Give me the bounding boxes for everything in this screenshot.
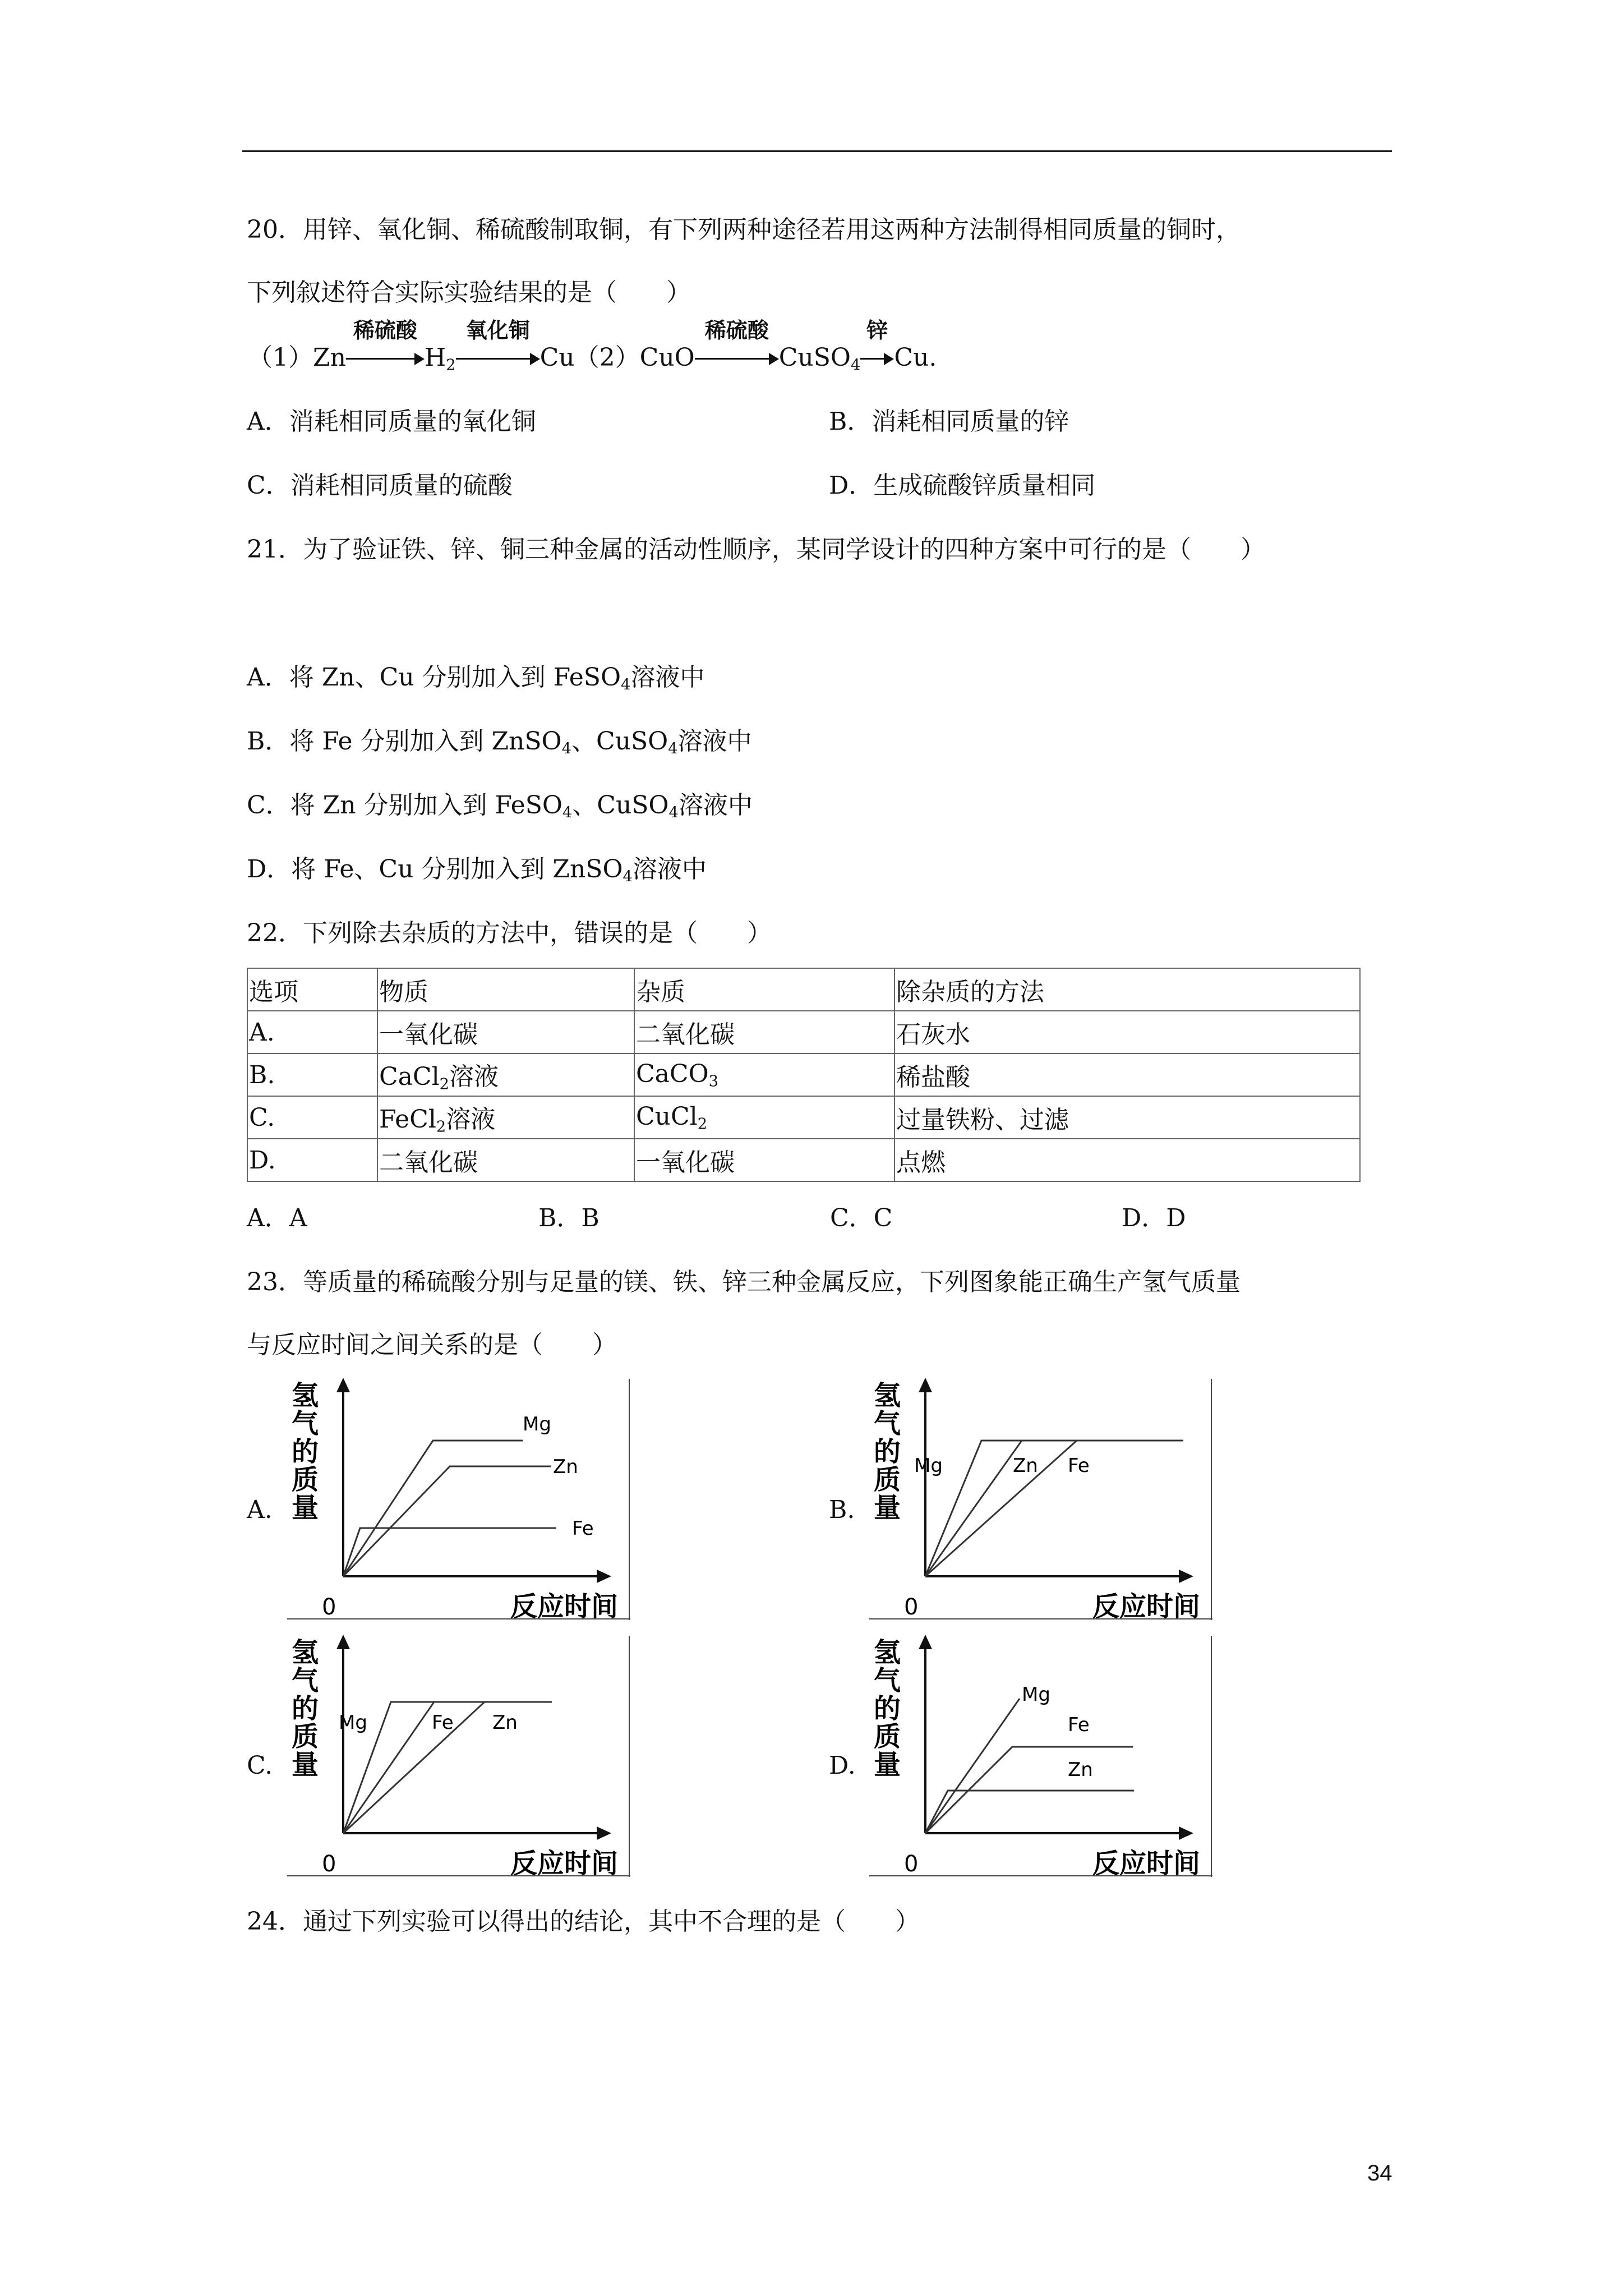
table-header-cell: 杂质 [634, 968, 895, 1011]
page-number: 34 [1367, 2161, 1393, 2185]
y-axis-char: 量 [292, 1749, 319, 1780]
q24-stem: 24．通过下列实验可以得出的结论，其中不合理的是（ ） [247, 1907, 920, 1936]
graph-option-b[interactable] [869, 1373, 1217, 1620]
series-label-fe: Fe [572, 1517, 594, 1540]
table-cell-option: C. [247, 1096, 377, 1139]
table-cell-method: 稀盐酸 [895, 1053, 1360, 1096]
graph-option-c[interactable] [287, 1630, 635, 1877]
table-row [247, 1096, 1360, 1139]
series-label-fe: Fe [432, 1711, 454, 1734]
table-cell-substance: FeCl$_2$溶液 [377, 1096, 634, 1139]
table-cell-impurity: CaCO$_3$ [634, 1053, 895, 1096]
y-axis-char: 质 [292, 1721, 319, 1752]
table-cell-substance: CaCl$_2$溶液 [377, 1053, 634, 1096]
table-header-cell: 除杂质的方法 [895, 968, 1360, 1011]
table-cell-impurity: 一氧化碳 [634, 1139, 895, 1181]
y-axis-char: 的 [292, 1693, 319, 1724]
graph-option-a[interactable] [287, 1373, 635, 1620]
series-label-zn: Zn [492, 1711, 518, 1734]
y-axis-char: 的 [292, 1436, 319, 1467]
arrow-dilute-sulfuric-acid-1: 稀硫酸 [346, 346, 425, 370]
table-cell-option: D. [247, 1139, 377, 1181]
table-row [247, 1139, 1360, 1181]
y-axis-char: 气 [874, 1408, 901, 1439]
series-label-zn: Zn [553, 1456, 578, 1478]
series-label-zn: Zn [1013, 1455, 1038, 1477]
y-axis-char: 气 [874, 1665, 901, 1696]
q20-option-a[interactable]: A．消耗相同质量的氧化铜 [247, 407, 536, 436]
series-label-mg: Mg [1022, 1683, 1050, 1706]
q20-option-b[interactable]: B．消耗相同质量的锌 [829, 407, 1069, 436]
q21-option-d[interactable]: D．将 Fe、Cu 分别加入到 ZnSO$_4$溶液中 [247, 855, 707, 886]
y-axis-char: 气 [292, 1408, 319, 1439]
table-cell-substance: 一氧化碳 [377, 1011, 634, 1053]
series-label-zn: Zn [1068, 1759, 1093, 1781]
route1-cu: Cu [540, 343, 575, 372]
x-axis-label: 反应时间 [510, 1848, 619, 1877]
q23-option-d-label[interactable]: D. [829, 1751, 856, 1780]
y-axis-char: 的 [874, 1693, 901, 1724]
series-label-mg: Mg [914, 1455, 943, 1477]
y-axis-char: 质 [874, 1464, 901, 1496]
route2-cu: Cu. [894, 343, 937, 372]
x-axis-label: 反应时间 [1092, 1848, 1201, 1877]
table-cell-substance: 二氧化碳 [377, 1139, 634, 1181]
q21-option-c[interactable]: C．将 Zn 分别加入到 FeSO$_4$、CuSO$_4$溶液中 [247, 791, 753, 822]
y-axis-char: 量 [874, 1492, 901, 1524]
table-cell-option: B. [247, 1053, 377, 1096]
q22-stem: 22．下列除去杂质的方法中，错误的是（ ） [247, 919, 772, 947]
series-label-fe: Fe [1068, 1714, 1090, 1736]
route1-zn: （1）Zn [248, 343, 346, 372]
table-cell-impurity: CuCl$_2$ [634, 1096, 895, 1139]
q21-option-a[interactable]: A．将 Zn、Cu 分别加入到 FeSO$_4$溶液中 [247, 663, 705, 694]
q23-stem-line1: 23．等质量的稀硫酸分别与足量的镁、铁、锌三种金属反应，下列图象能正确生产氢气质量 [247, 1268, 1241, 1296]
q22-option-b[interactable]: B．B [538, 1204, 600, 1232]
y-axis-char: 氢 [292, 1637, 319, 1668]
route2-cuo: （2）CuO [574, 343, 695, 372]
graph-option-d[interactable] [869, 1630, 1217, 1877]
table-row [247, 1053, 1360, 1096]
arrow-dilute-sulfuric-acid-2: 稀硫酸 [695, 346, 779, 370]
q20-stem-line1: 20．用锌、氧化铜、稀硫酸制取铜，有下列两种途径若用这两种方法制得相同质量的铜时， [247, 215, 1241, 244]
y-axis-char: 质 [874, 1721, 901, 1752]
table-header-cell: 物质 [377, 968, 634, 1011]
table-cell-method: 点燃 [895, 1139, 1360, 1181]
q20-reaction-routes [248, 318, 937, 374]
origin-label: 0 [322, 1851, 336, 1877]
table-cell-impurity: 二氧化碳 [634, 1011, 895, 1053]
header-rule [242, 150, 1392, 152]
q23-option-b-label[interactable]: B. [829, 1496, 855, 1524]
q20-option-c[interactable]: C．消耗相同质量的硫酸 [247, 471, 513, 500]
table-cell-method: 石灰水 [895, 1011, 1360, 1053]
series-label-mg: Mg [523, 1413, 551, 1435]
y-axis-char: 气 [292, 1665, 319, 1696]
x-axis-label: 反应时间 [510, 1591, 619, 1620]
x-axis-label: 反应时间 [1092, 1591, 1201, 1620]
q20-stem-line2: 下列叙述符合实际实验结果的是（ ） [247, 278, 691, 307]
cuso4-formula: CuSO$_4$ [778, 343, 861, 374]
series-label-mg: Mg [339, 1711, 367, 1734]
y-axis-char: 质 [292, 1464, 319, 1496]
series-label-fe: Fe [1068, 1455, 1090, 1477]
origin-label: 0 [322, 1594, 336, 1620]
y-axis-char: 量 [292, 1492, 319, 1524]
table-row [247, 1011, 1360, 1053]
q23-stem-line2: 与反应时间之间关系的是（ ） [247, 1331, 617, 1359]
q21-option-b[interactable]: B．将 Fe 分别加入到 ZnSO$_4$、CuSO$_4$溶液中 [247, 727, 752, 758]
y-axis-char: 的 [874, 1436, 901, 1467]
q22-option-a[interactable]: A．A [247, 1204, 307, 1232]
q23-option-a-label[interactable]: A. [247, 1496, 273, 1524]
y-axis-char: 氢 [292, 1380, 319, 1411]
q23-option-c-label[interactable]: C. [247, 1751, 273, 1780]
table-header-row [247, 968, 1360, 1011]
h2-formula: $H_2$ [424, 343, 456, 374]
table-cell-option: A. [247, 1011, 377, 1053]
origin-label: 0 [904, 1594, 919, 1620]
arrow-zinc: 锌 [860, 346, 894, 370]
table-header-cell: 选项 [247, 968, 377, 1011]
y-axis-char: 氢 [874, 1380, 901, 1411]
y-axis-char: 量 [874, 1749, 901, 1780]
q20-option-d[interactable]: D．生成硫酸锌质量相同 [829, 471, 1096, 500]
arrow-copper-oxide: 氧化铜 [456, 346, 540, 370]
q21-stem: 21．为了验证铁、锌、铜三种金属的活动性顺序，某同学设计的四种方案中可行的是（ ） [247, 535, 1265, 564]
q22-option-c[interactable]: C．C [830, 1204, 893, 1232]
origin-label: 0 [904, 1851, 919, 1877]
table-cell-method: 过量铁粉、过滤 [895, 1096, 1360, 1139]
impurity-table [247, 968, 1361, 1182]
q22-option-d[interactable]: D．D [1122, 1204, 1186, 1232]
y-axis-char: 氢 [874, 1637, 901, 1668]
